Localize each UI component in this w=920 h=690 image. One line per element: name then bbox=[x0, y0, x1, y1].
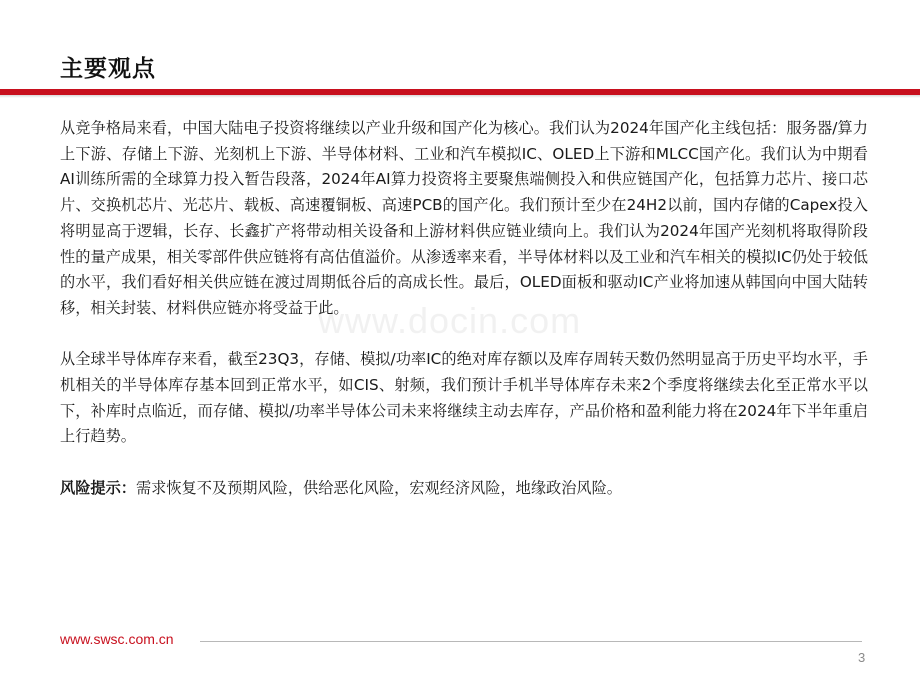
risk-label: 风险提示： bbox=[60, 478, 136, 497]
risk-text: 需求恢复不及预期风险，供给恶化风险，宏观经济风险，地缘政治风险。 bbox=[135, 478, 622, 497]
slide-title: 主要观点 bbox=[60, 56, 156, 82]
title-underline-shadow bbox=[0, 95, 920, 98]
paragraph-risk bbox=[60, 476, 868, 502]
footer-divider bbox=[200, 641, 862, 642]
body-text bbox=[60, 116, 868, 502]
footer-url[interactable]: www.swsc.com.cn bbox=[60, 631, 174, 647]
watermark: www.docin.com bbox=[318, 300, 582, 341]
paragraph-inventory: 从全球半导体库存来看，截至23Q3，存储、模拟/功率IC的绝对库存额以及库存周转天数仍然明显高于历史平均水平，手机相关的半导体库存基本回到正常水平，如CIS、射频，我们预计手机半导体库存未来2个季度将继续去化至正常水平以下，补库时点临近，而存储、模拟/功率半导体公司未来将继续主动去库存，产品价格和盈利能力将在2024年下半年重启上行趋势。 bbox=[60, 350, 868, 446]
paragraph-competitive-landscape: 从竞争格局来看，中国大陆电子投资将继续以产业升级和国产化为核心。我们认为2024年国产化主线包括：服务器/算力上下游、存储上下游、光刻机上下游、半导体材料、工业和汽车模拟IC、OLED上下游和MLCC国产化。我们认为中期看AI训练所需的全球算力投入暂告段落，2024年AI算力投资将主要聚焦端侧投入和供应链国产化，包括算力芯片、接口芯片、交换机芯片、光芯片、载板、高速覆铜板、高速PCB的国产化。我们预计至少在24H2以前，国内存储的Capex投入将明显高于逻辑，长存、长鑫扩产将带动相关设备和上游材料供应链业绩向上。我们认为2024年国产光刻机将取得阶段性的量产成果，相关零部件供应链将有高估值溢价。从渗透率来看，半导体材料以及工业和汽车相关的模拟IC仍处于较低的水平，我们看好相关供应链在渡过周期低谷后的高成长性。最后，OLED面板和驱动IC产业将加速从韩国向中国大陆转移，相关封装、材料供应链亦将受益于此。 bbox=[60, 119, 868, 317]
page-number: 3 bbox=[858, 650, 866, 665]
